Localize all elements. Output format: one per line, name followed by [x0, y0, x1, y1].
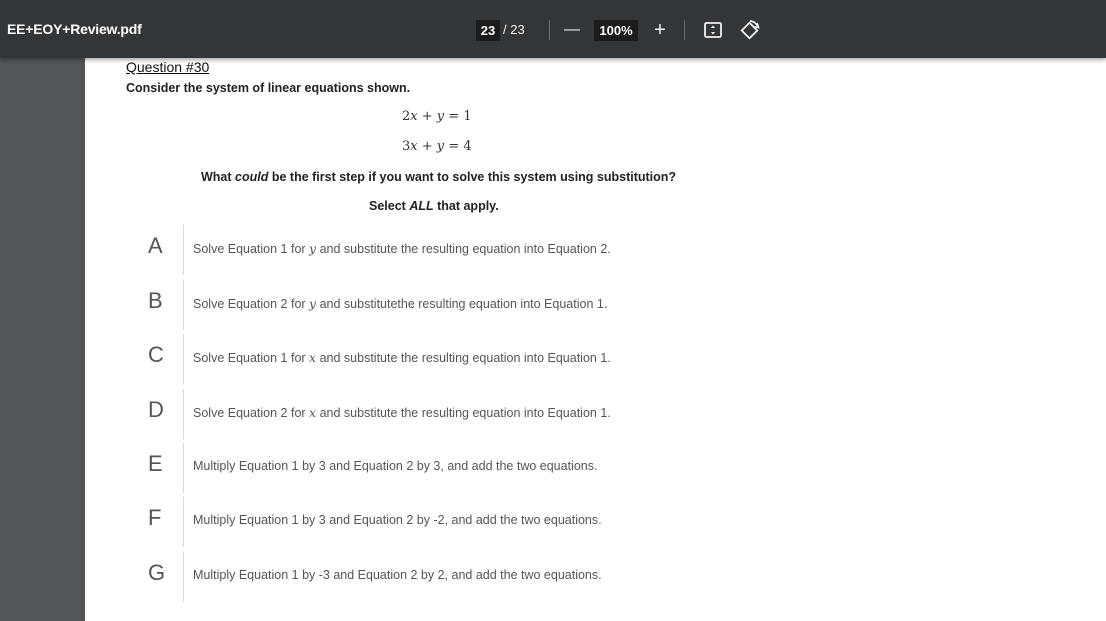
pdf-toolbar — [0, 0, 1106, 58]
choice-letter: B — [148, 288, 163, 313]
choice-text: Solve Equation 2 for y and substitutethe resulting equation into Equation 1. — [193, 296, 608, 311]
fit-to-page-icon — [699, 16, 727, 44]
choice-text: Solve Equation 1 for y and substitute the resulting equation into Equation 2. — [193, 241, 611, 256]
choice-divider — [183, 334, 184, 384]
answer-choice-f[interactable] — [140, 497, 740, 547]
answer-choice-e[interactable] — [140, 443, 740, 493]
answer-choice-c[interactable] — [140, 334, 740, 384]
zoom-in-button[interactable]: + — [654, 19, 666, 41]
choice-letter: F — [148, 505, 162, 530]
page-number-input[interactable]: 23 — [476, 20, 500, 41]
choice-divider — [183, 443, 184, 493]
choice-text: Solve Equation 2 for x and substitute the resulting equation into Equation 1. — [193, 405, 611, 420]
page-total: / 23 — [503, 22, 525, 37]
choice-divider — [183, 225, 184, 275]
question-ask: What could be the first step if you want to solve this system using substitution? — [201, 170, 677, 184]
toolbar-divider — [549, 20, 550, 40]
pdf-page — [85, 58, 1106, 621]
equation-2: 3x + y = 4 — [402, 139, 472, 154]
file-name: EE+EOY+Review.pdf — [7, 21, 142, 37]
fit-to-page-button[interactable] — [699, 16, 727, 44]
choice-divider — [183, 389, 184, 439]
select-instruction: Select ALL that apply. — [369, 199, 499, 213]
choice-letter: C — [148, 342, 164, 367]
toolbar-divider — [684, 20, 685, 40]
viewer-left-margin — [0, 58, 85, 621]
zoom-level-input[interactable]: 100% — [594, 20, 638, 41]
choice-divider — [183, 280, 184, 330]
choice-letter: E — [148, 451, 163, 476]
equation-1: 2x + y = 1 — [402, 109, 472, 124]
choice-letter: A — [148, 233, 163, 258]
answer-choice-d[interactable] — [140, 389, 740, 439]
rotate-button[interactable] — [735, 16, 763, 44]
choice-text: Multiply Equation 1 by 3 and Equation 2 by 3, and add the two equations. — [193, 459, 598, 473]
choice-divider — [183, 552, 184, 602]
zoom-out-button[interactable]: — — [564, 21, 580, 38]
choice-text: Multiply Equation 1 by 3 and Equation 2 by -2, and add the two equations. — [193, 513, 602, 527]
choice-text: Solve Equation 1 for x and substitute the resulting equation into Equation 1. — [193, 350, 611, 365]
question-title: Question #30 — [126, 59, 210, 75]
choice-text: Multiply Equation 1 by -3 and Equation 2 by 2, and add the two equations. — [193, 568, 602, 582]
choice-divider — [183, 497, 184, 547]
answer-choice-a[interactable] — [140, 225, 740, 275]
rotate-icon — [735, 16, 763, 44]
question-prompt: Consider the system of linear equations shown. — [126, 81, 411, 95]
answer-choice-g[interactable] — [140, 552, 740, 602]
choice-letter: G — [148, 560, 166, 585]
choice-letter: D — [148, 397, 164, 422]
answer-choice-b[interactable] — [140, 280, 740, 330]
